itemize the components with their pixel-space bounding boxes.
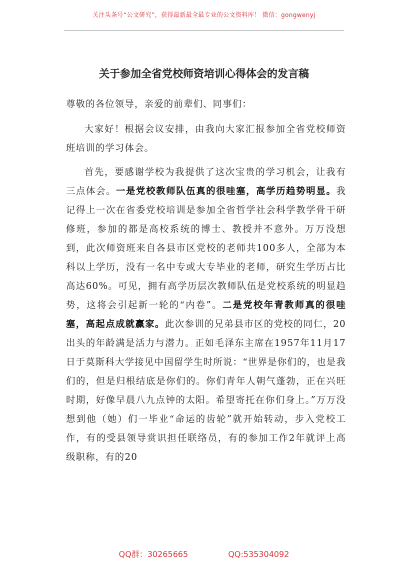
footer-qq-number: QQ:535304092 [228, 550, 290, 559]
intro-paragraph: 大家好！根据会议安排，由我向大家汇报参加全省党校师资班培训的学习体会。 [66, 124, 346, 154]
paragraph-text: 首先，要感谢学校为我提供了这次宝贵的学习机会，让我有三点体会。 [66, 167, 346, 197]
greeting-line: 尊敬的各位领导，亲爱的前辈们、同事们： [66, 99, 252, 110]
point-one-heading: 一是党校教师队伍真的很哇塞，高学历趋势明显。 [116, 186, 337, 197]
paragraph-text: 此次参训的兄弟县市区的党校的同仁，20出头的年龄满是活力与潜力。正如毛泽东主席在1957年11月17日于莫斯科大学接见中国留学生时所说：“世界是你们的，也是我们的，但是归根结底是你们的。你们青年人朝气蓬勃，正在兴旺时期，好像早晨八九点钟的太阳。希望寄托在你们身上。”万万没想到他（她）们一毕业“命运的齿轮”就开始转动，步入党校工作，有的受县领导赏识担任联络员，有的参加工作2年就评上高级职称，有的20 [66, 319, 347, 463]
paragraph-text: 我记得上一次在省委党校培训是参加全省哲学社会科学教学骨干研修班，参加的都是高校系统的博士、教授并不意外。万万没想到，此次师资班来自各县市区党校的老师共100多人，全部为本科以上学历，没有一名中专或大专毕业的老师，研究生学历占比高达60%。可见，拥有高学历层次教师队伍是党校系统的明显趋势，这将会引起新一轮的“内卷”。 [66, 186, 347, 311]
footer-contact [0, 549, 408, 560]
main-paragraph [66, 163, 346, 467]
header-promo-note: 关注头条号“公文研究”，获得最新最全最专业的公文资料库！ 微信：gongwenyj [92, 12, 316, 19]
document-body [66, 95, 346, 467]
footer-qq-group: QQ群：30265665 [118, 550, 189, 559]
point-two-heading: 二是党校年青教师真的很哇塞，高起点成就赢家。 [66, 300, 346, 330]
header-divider [64, 30, 344, 31]
document-title: 关于参加全省党校师资培训心得体会的发言稿 [99, 68, 309, 80]
